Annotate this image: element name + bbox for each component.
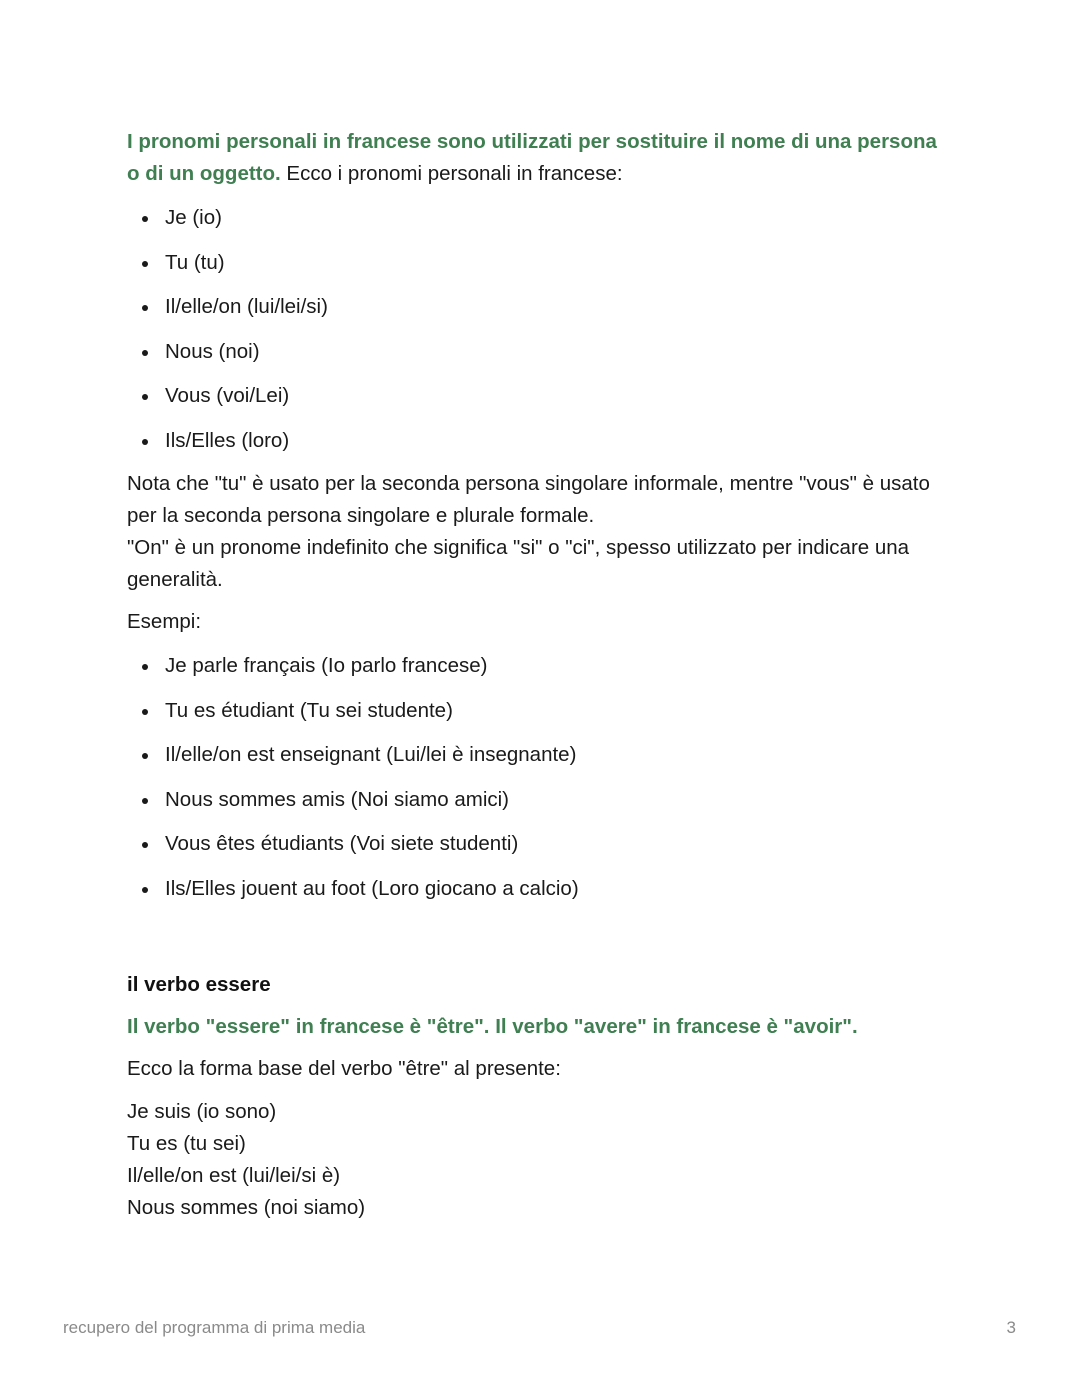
pronoun-list (127, 202, 947, 469)
list-item: Nous sommes amis (Noi siamo amici) (127, 784, 947, 829)
footer-title: recupero del programma di prima media (63, 1318, 366, 1337)
intro-paragraph (127, 126, 947, 190)
examples-label: Esempi: (127, 610, 202, 633)
conjugation-line: Je suis (io sono) (127, 1100, 277, 1123)
section-title: il verbo essere (127, 973, 271, 996)
note-paragraph (127, 468, 947, 596)
list-item: Ils/Elles jouent au foot (Loro giocano a calcio) (127, 873, 947, 918)
conjugation-line: Il/elle/on est (lui/lei/si è) (127, 1164, 341, 1187)
page-number: 3 (1006, 1318, 1016, 1337)
section-highlight: Il verbo "essere" in francese è "être". Il verbo "avere" in francese è "avoir". (127, 1015, 858, 1038)
conjugation-line: Tu es (tu sei) (127, 1132, 246, 1155)
conjugation-line: Nous sommes (noi siamo) (127, 1196, 366, 1219)
intro-highlight: I pronomi personali in francese sono utilizzati per sostituire il nome di una persona o di un oggetto. (127, 130, 937, 185)
list-item: Vous (voi/Lei) (127, 380, 947, 425)
list-item: Il/elle/on (lui/lei/si) (127, 291, 947, 336)
list-item: Vous êtes étudiants (Voi siete studenti) (127, 828, 947, 873)
list-item: Je (io) (127, 202, 947, 247)
section-text: Ecco la forma base del verbo "être" al presente: (127, 1057, 561, 1080)
list-item: Tu es étudiant (Tu sei studente) (127, 695, 947, 740)
list-item: Ils/Elles (loro) (127, 425, 947, 470)
page-content (127, 126, 947, 1224)
intro-text: Ecco i pronomi personali in francese: (280, 162, 623, 185)
list-item: Tu (tu) (127, 247, 947, 292)
note-line: Nota che "tu" è usato per la seconda persona singolare informale, mentre "vous" è usato per la seconda persona singolare e plurale formale. (127, 472, 930, 527)
examples-list (127, 650, 947, 917)
conjugation-block (127, 1096, 947, 1224)
list-item: Nous (noi) (127, 336, 947, 381)
list-item: Il/elle/on est enseignant (Lui/lei è insegnante) (127, 739, 947, 784)
list-item: Je parle français (Io parlo francese) (127, 650, 947, 695)
note-line: "On" è un pronome indefinito che significa "si" o "ci", spesso utilizzato per indicare una generalità. (127, 536, 910, 591)
